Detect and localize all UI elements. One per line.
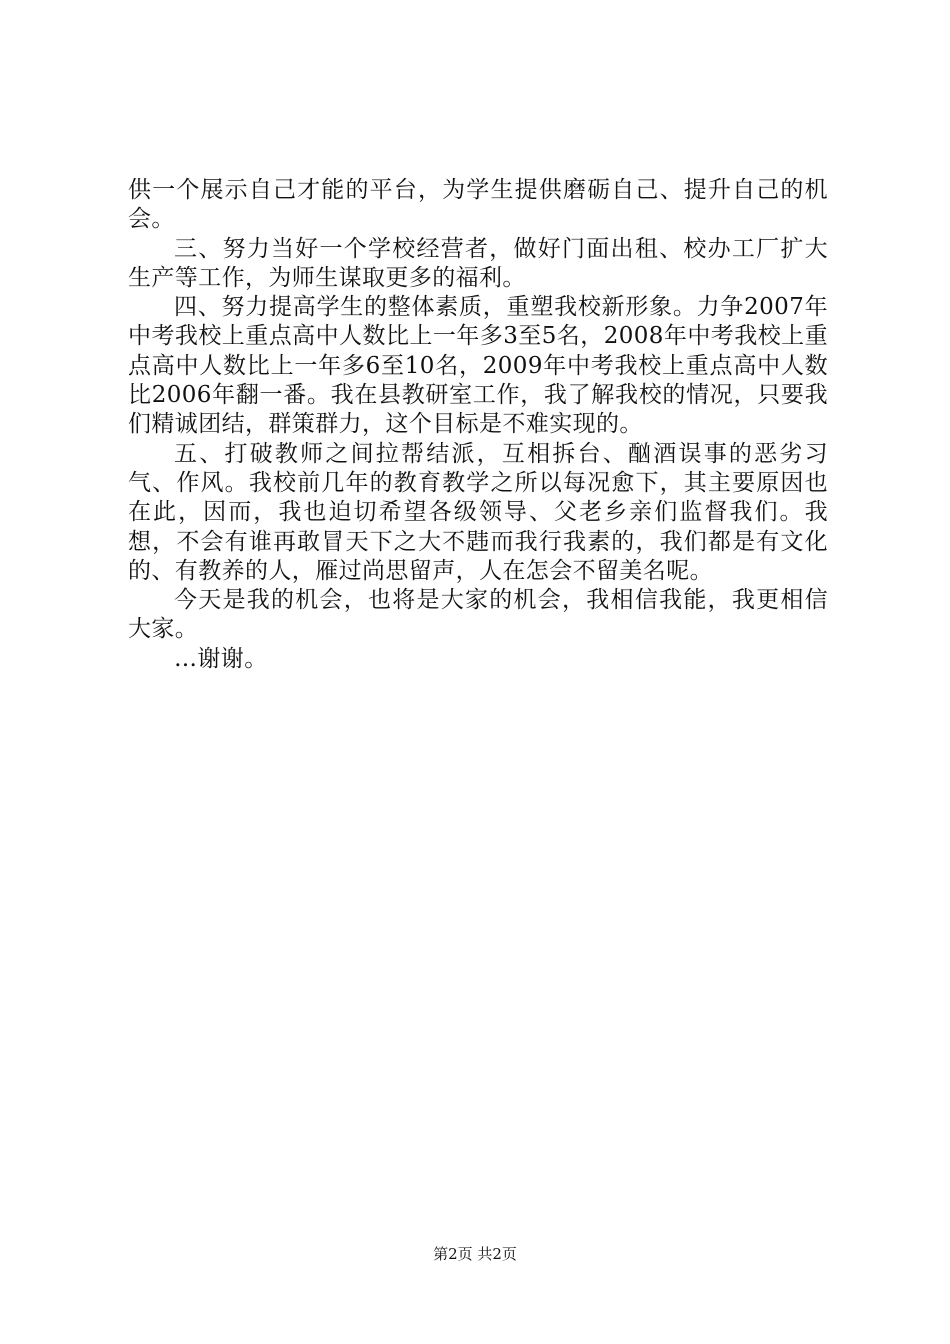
paragraph-item-three: 三、努力当好一个学校经营者，做好门面出租、校办工厂扩大生产等工作，为师生谋取更多的福利。: [128, 235, 828, 291]
paragraph-continuation: 供一个展示自己才能的平台，为学生提供磨砺自己、提升自己的机会。: [128, 177, 828, 233]
page-number-footer: 第2页 共2页: [433, 1245, 517, 1263]
paragraph-item-four: 四、努力提高学生的整体素质，重塑我校新形象。力争2007年中考我校上重点高中人数比上一年多3至5名，2008年中考我校上重点高中人数比上一年多6至10名，2009年中考我校上重点高中人数比2006年翻一番。我在县教研室工作，我了解我校的情况，只要我们精诚团结，群策群力，这个目标是不难实现的。: [128, 294, 828, 438]
paragraph-thanks: …谢谢。: [174, 645, 268, 672]
document-body: [128, 176, 828, 674]
paragraph-item-five: 五、打破教师之间拉帮结派，互相拆台、酗酒误事的恶劣习气、作风。我校前几年的教育教学之所以每况愈下，其主要原因也在此，因而，我也迫切希望各级领导、父老乡亲们监督我们。我想，不会有谁再敢冒天下之大不韪而我行我素的，我们都是有文化的、有教养的人，雁过尚思留声，人在怎会不留美名呢。: [128, 440, 828, 584]
paragraph-closing: 今天是我的机会，也将是大家的机会，我相信我能，我更相信大家。: [128, 587, 828, 643]
